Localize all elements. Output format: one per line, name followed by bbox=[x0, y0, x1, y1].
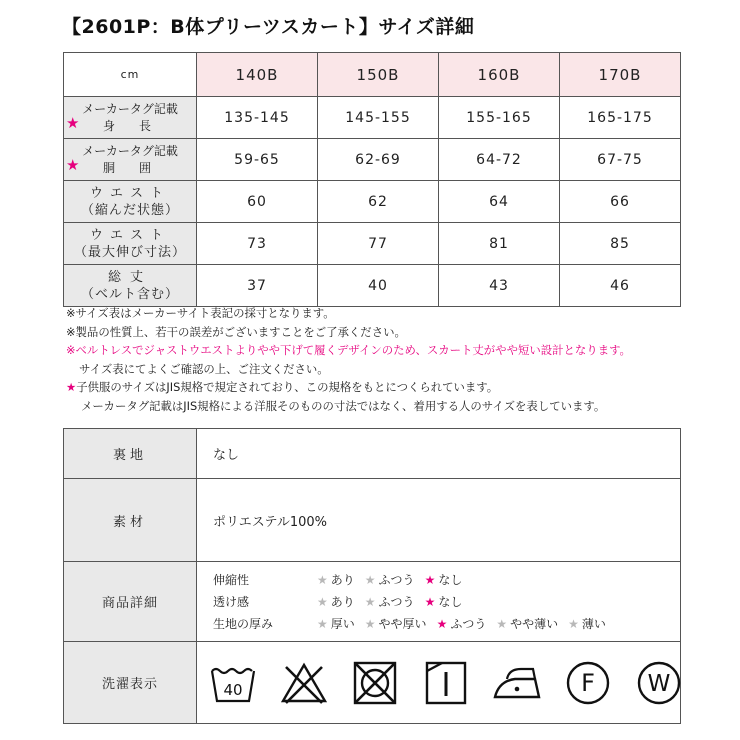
size-cell: 85 bbox=[560, 223, 681, 265]
note-line: ※製品の性質上、若干の誤差がございますことをご了承ください。 bbox=[66, 324, 406, 339]
row-label-girth: ★ メーカータグ記載 胴 囲 bbox=[64, 139, 197, 181]
spec-option: ★ ふつう bbox=[364, 594, 415, 609]
size-cell: 73 bbox=[197, 223, 318, 265]
size-row-height bbox=[64, 97, 681, 139]
star-icon: ★ bbox=[424, 572, 436, 587]
lining-label: 裏地 bbox=[64, 429, 197, 479]
spec-option-selected: ★ なし bbox=[424, 572, 463, 587]
row-label-waist-max: ウエスト （最大伸び寸法） bbox=[64, 223, 197, 265]
svg-text:40: 40 bbox=[223, 680, 243, 699]
spec-row bbox=[213, 613, 680, 635]
svg-text:W: W bbox=[647, 670, 671, 697]
size-cell: 62 bbox=[318, 181, 439, 223]
size-cell: 81 bbox=[439, 223, 560, 265]
row-label-length: 総丈 （ベルト含む） bbox=[64, 265, 197, 307]
row-label-height: ★ メーカータグ記載 身 長 bbox=[64, 97, 197, 139]
size-column-header: 140B bbox=[197, 53, 318, 97]
spec-option: ★ やや薄い bbox=[496, 616, 559, 631]
note-line: ※サイズ表はメーカーサイト表記の採寸となります。 bbox=[66, 306, 335, 320]
detail-row-wash bbox=[64, 642, 681, 724]
star-icon: ★ bbox=[66, 156, 80, 174]
star-icon: ★ bbox=[364, 572, 376, 587]
size-cell: 40 bbox=[318, 265, 439, 307]
wash-40-icon bbox=[207, 657, 259, 709]
wash-icons bbox=[197, 642, 681, 724]
spec-name: 生地の厚み bbox=[213, 616, 274, 631]
spec-option: ★ ふつう bbox=[364, 572, 415, 587]
dry-clean-f-icon bbox=[562, 657, 614, 709]
star-icon: ★ bbox=[66, 114, 80, 132]
spec-option: ★ やや厚い bbox=[364, 616, 427, 631]
size-cell: 77 bbox=[318, 223, 439, 265]
detail-table bbox=[63, 428, 681, 724]
size-column-header: 170B bbox=[560, 53, 681, 97]
page-title: 【2601P：B体プリーツスカート】サイズ詳細 bbox=[62, 16, 475, 38]
detail-row-specs bbox=[64, 562, 681, 642]
size-notes bbox=[66, 304, 696, 416]
note-line: メーカータグ記載はJIS規格による洋服そのものの寸法ではなく、着用する人のサイズを表しています。 bbox=[81, 398, 606, 413]
size-row-length bbox=[64, 265, 681, 307]
spec-option: ★ あり bbox=[317, 594, 355, 609]
size-cell: 59-65 bbox=[197, 139, 318, 181]
size-cell: 60 bbox=[197, 181, 318, 223]
detail-row-material bbox=[64, 479, 681, 562]
spec-name: 伸縮性 bbox=[213, 572, 250, 587]
note-line: ★子供服のサイズはJIS規格で規定されており、この規格をもとにつくられています。 bbox=[66, 380, 499, 395]
material-value: ポリエステル100% bbox=[197, 479, 681, 562]
size-cell: 67-75 bbox=[560, 139, 681, 181]
size-cell: 46 bbox=[560, 265, 681, 307]
unit-cell: cm bbox=[64, 53, 197, 97]
detail-row-lining bbox=[64, 429, 681, 479]
star-icon: ★ bbox=[364, 594, 376, 609]
star-icon: ★ bbox=[568, 616, 579, 631]
note-line-warning: ※ベルトレスでジャストウエストよりやや下げて履くデザインのため、スカート丈がやや短い設計となります。 bbox=[66, 343, 631, 358]
size-column-header: 160B bbox=[439, 53, 560, 97]
size-row-waist-min bbox=[64, 181, 681, 223]
wet-clean-w-icon bbox=[633, 657, 685, 709]
spec-option-selected: ★ なし bbox=[424, 594, 463, 609]
spec-row bbox=[213, 591, 680, 613]
star-icon: ★ bbox=[436, 616, 448, 631]
svg-text:F: F bbox=[581, 668, 595, 697]
spec-option: ★ あり bbox=[317, 572, 355, 587]
star-icon: ★ bbox=[496, 616, 508, 631]
size-cell: 145-155 bbox=[318, 97, 439, 139]
spec-row bbox=[213, 569, 680, 591]
no-tumble-dry-icon bbox=[349, 657, 401, 709]
star-icon: ★ bbox=[317, 594, 328, 609]
spec-name: 透け感 bbox=[213, 594, 250, 609]
material-label: 素材 bbox=[64, 479, 197, 562]
size-row-waist-max bbox=[64, 223, 681, 265]
size-cell: 37 bbox=[197, 265, 318, 307]
size-cell: 155-165 bbox=[439, 97, 560, 139]
note-line: サイズ表にてよくご確認の上、ご注文ください。 bbox=[79, 361, 329, 376]
spec-list bbox=[213, 569, 680, 635]
wash-label: 洗濯表示 bbox=[64, 642, 197, 724]
star-icon: ★ bbox=[66, 380, 77, 395]
size-cell: 66 bbox=[560, 181, 681, 223]
size-cell: 135-145 bbox=[197, 97, 318, 139]
size-header-row bbox=[64, 53, 681, 97]
spec-option-selected: ★ ふつう bbox=[436, 616, 487, 631]
lining-value: なし bbox=[197, 429, 681, 479]
star-icon: ★ bbox=[317, 572, 328, 587]
star-icon: ★ bbox=[424, 594, 436, 609]
spec-label: 商品詳細 bbox=[64, 562, 197, 642]
size-cell: 64-72 bbox=[439, 139, 560, 181]
size-column-header: 150B bbox=[318, 53, 439, 97]
size-cell: 62-69 bbox=[318, 139, 439, 181]
spec-option: ★ 薄い bbox=[568, 616, 606, 631]
size-cell: 165-175 bbox=[560, 97, 681, 139]
row-label-waist-min: ウエスト （縮んだ状態） bbox=[64, 181, 197, 223]
size-row-girth bbox=[64, 139, 681, 181]
line-dry-icon bbox=[420, 657, 472, 709]
spec-option: ★ 厚い bbox=[317, 616, 355, 631]
star-icon: ★ bbox=[364, 616, 376, 631]
size-table bbox=[63, 52, 681, 307]
iron-icon bbox=[491, 657, 543, 709]
no-bleach-icon bbox=[278, 657, 330, 709]
spec-value bbox=[197, 562, 681, 642]
star-icon: ★ bbox=[317, 616, 328, 631]
size-cell: 64 bbox=[439, 181, 560, 223]
size-cell: 43 bbox=[439, 265, 560, 307]
